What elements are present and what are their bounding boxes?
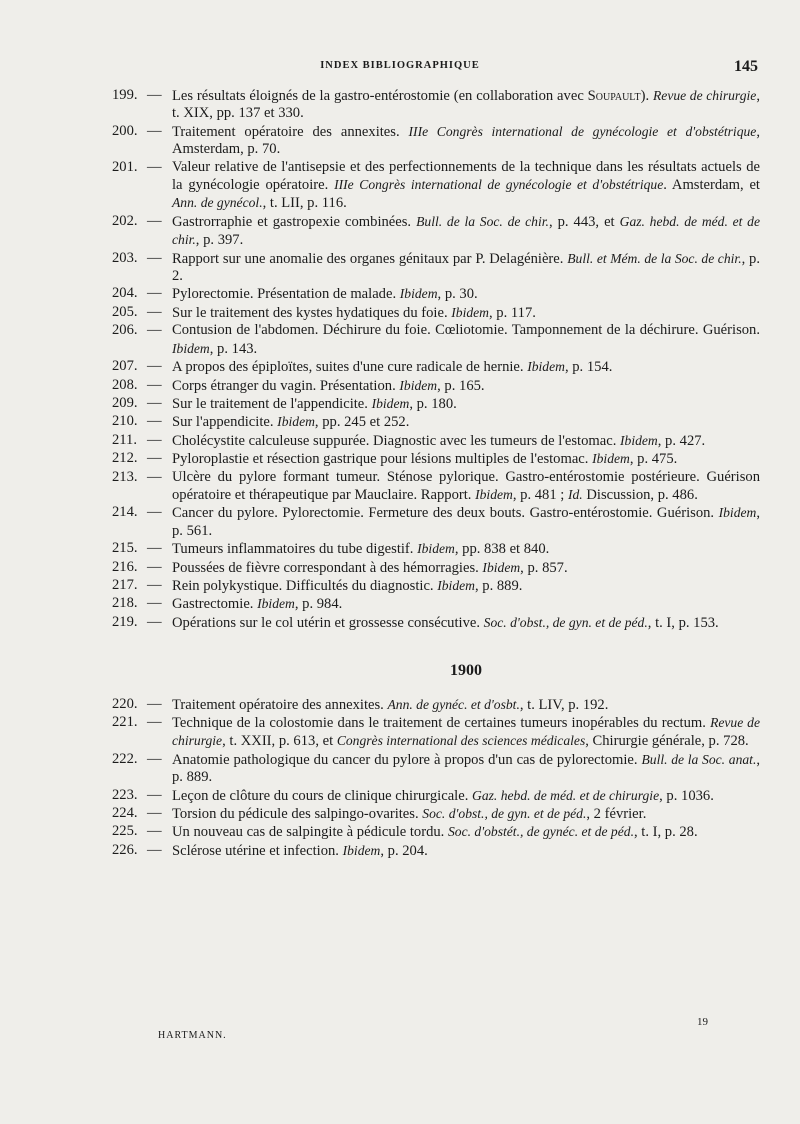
entry-source: Ibidem	[475, 486, 513, 502]
entry-segment: Sur le traitement des kystes hydatiques du foie.	[172, 304, 452, 321]
entry-segment: , p. 481 ;	[512, 486, 568, 503]
entry-source: Ibidem	[399, 286, 438, 302]
printer-signature: HARTMANN.	[158, 1030, 227, 1041]
entry-text	[172, 358, 760, 376]
entry-segment: Traitement opératoire des annexites.	[172, 696, 388, 713]
entry-segment: , pp. 838 et 840.	[454, 541, 550, 558]
bibliography-entry	[112, 285, 760, 303]
entry-number: 211.	[112, 431, 137, 448]
entry-number: 220.	[112, 695, 138, 712]
entry-number: 200.	[112, 122, 138, 139]
entry-text	[172, 395, 760, 413]
entry-text	[172, 469, 760, 505]
bibliography-entry	[112, 559, 760, 577]
entry-text	[172, 595, 760, 613]
entry-number: 223.	[112, 786, 138, 803]
entry-source: Ann. de gynécol.	[172, 195, 263, 211]
sheet-number: 19	[697, 1016, 708, 1028]
entry-segment: , p. 443, et	[548, 213, 620, 230]
entry-segment: Contusion de l'abdomen. Déchirure du foie. Cœliotomie. Tamponnement de la déchirure. Guérison.	[172, 322, 760, 339]
bibliography-entry	[112, 823, 760, 841]
entry-number: 215.	[112, 540, 138, 557]
entry-text	[172, 159, 760, 213]
entry-segment: , t. LII, p. 116.	[262, 195, 347, 212]
bibliography-entry	[112, 787, 760, 805]
entry-segment: , p. 180.	[409, 395, 457, 412]
entry-dash: —	[147, 468, 162, 485]
entry-source: Ibidem	[371, 395, 410, 411]
entry-segment: Les résultats éloignés de la gastro-entérostomie (en collaboration avec	[172, 88, 588, 104]
entry-text	[172, 322, 760, 358]
entry-source: Ibidem	[451, 304, 489, 320]
entry-number: 210.	[112, 413, 138, 430]
entry-segment: , p. 117.	[489, 304, 536, 321]
entry-source: Congrès international des sciences médicales	[336, 733, 586, 749]
entry-segment: Torsion du pédicule des salpingo-ovarites.	[172, 806, 423, 823]
entry-dash: —	[147, 558, 162, 575]
entry-source: Id.	[567, 486, 583, 502]
bibliography-entry	[112, 714, 760, 751]
entry-segment: , p. 984.	[294, 596, 343, 613]
bibliography-entry	[112, 577, 760, 595]
entry-text	[172, 823, 760, 841]
entry-text	[172, 285, 760, 303]
entry-segment: , t. LIV, p. 192.	[519, 696, 609, 713]
entry-dash: —	[147, 841, 162, 858]
entry-number: 202.	[112, 212, 138, 229]
bibliography-entry	[112, 159, 760, 213]
entry-text	[172, 213, 760, 250]
bibliography-entry	[112, 842, 760, 860]
entry-dash: —	[147, 595, 162, 612]
entry-text	[172, 377, 760, 395]
entry-number: 214.	[112, 504, 138, 521]
entry-segment: , p. 857.	[520, 559, 568, 576]
entry-dash: —	[147, 431, 162, 448]
entry-segment: Cholécystite calculeuse suppurée. Diagnostic avec les tumeurs de l'estomac.	[172, 432, 620, 449]
bibliography-entry	[112, 614, 760, 632]
entry-number: 217.	[112, 576, 138, 593]
entry-number: 218.	[112, 595, 138, 612]
entry-source: Soc. d'obst., de gyn. et de péd.	[422, 806, 587, 822]
entry-source: Ibidem	[437, 577, 475, 593]
bibliography-list-1900	[112, 696, 760, 861]
entry-segment: Poussées de fièvre correspondant à des hémorragies.	[172, 559, 483, 576]
entry-segment: Sclérose utérine et infection.	[172, 842, 343, 859]
entry-dash: —	[147, 450, 162, 467]
entry-segment: Sur le traitement de l'appendicite.	[172, 395, 372, 412]
bibliography-entry	[112, 250, 760, 286]
entry-segment: , p. 427.	[657, 432, 706, 449]
entry-dash: —	[147, 322, 162, 339]
year-heading: 1900	[450, 662, 482, 680]
entry-number: 216.	[112, 558, 138, 575]
entry-segment: Valeur relative de l'antisepsie et des perfectionnements de la technique dans les résultats actuels de la gynécologie opératoire.	[172, 158, 760, 194]
entry-segment: , Amsterdam, p. 70.	[172, 123, 760, 158]
entry-source: Gaz. hebd. de méd. et de chirurgie	[472, 787, 660, 803]
entry-dash: —	[147, 249, 162, 266]
entry-number: 212.	[112, 450, 138, 467]
entry-segment: , t. XIX, pp. 137 et 330.	[172, 88, 760, 122]
entry-source: Ann. de gynéc. et d'osbt.	[387, 696, 520, 712]
bibliography-entry	[112, 469, 760, 505]
bibliography-entry	[112, 696, 760, 714]
bibliography-entry	[112, 123, 760, 159]
entry-number: 224.	[112, 805, 138, 822]
entry-segment: Soupault	[587, 88, 641, 104]
entry-segment: Pylorectomie. Présentation de malade.	[172, 286, 400, 303]
entry-text	[172, 696, 760, 714]
bibliography-entry	[112, 322, 760, 358]
entry-text	[172, 559, 760, 577]
entry-text	[172, 842, 760, 860]
entry-text	[172, 614, 760, 632]
entry-source: Ibidem	[417, 541, 455, 557]
entry-dash: —	[147, 212, 162, 229]
entry-source: Soc. d'obstét., de gynéc. et de péd.	[447, 824, 634, 840]
entry-segment: Gastrorraphie et gastropexie combinées.	[172, 213, 417, 230]
entry-text	[172, 714, 760, 751]
entry-segment: , Chirurgie générale, p. 728.	[585, 733, 749, 750]
entry-dash: —	[147, 823, 162, 840]
entry-segment: Corps étranger du vagin. Présentation.	[172, 377, 400, 394]
bibliography-entry	[112, 213, 760, 250]
entry-source: Ibidem	[718, 505, 757, 521]
bibliography-entry	[112, 304, 760, 322]
bibliography-entry	[112, 504, 760, 540]
entry-dash: —	[147, 540, 162, 557]
entry-text	[172, 751, 760, 787]
entry-segment: , p. 154.	[564, 359, 613, 376]
entry-segment: Traitement opératoire des annexites.	[172, 123, 409, 140]
entry-text	[172, 450, 760, 468]
entry-segment: Un nouveau cas de salpingite à pédicule tordu.	[172, 824, 448, 841]
entry-segment: , t. I, p. 153.	[647, 614, 719, 631]
entry-segment: Discussion, p. 486.	[582, 486, 698, 503]
entry-segment: , pp. 245 et 252.	[314, 414, 410, 431]
page-number: 145	[734, 58, 758, 75]
entry-number: 213.	[112, 468, 138, 485]
entry-number: 205.	[112, 303, 138, 320]
entry-number: 207.	[112, 358, 138, 375]
entry-dash: —	[147, 805, 162, 822]
entry-dash: —	[147, 122, 162, 139]
entry-source: Soc. d'obst., de gyn. et de péd.	[483, 614, 648, 630]
entry-number: 225.	[112, 823, 138, 840]
entry-text	[172, 304, 760, 322]
entry-source: Bull. et Mém. de la Soc. de chir.	[567, 250, 742, 266]
entry-segment: Gastrectomie.	[172, 596, 258, 613]
entry-text	[172, 805, 760, 823]
entry-number: 219.	[112, 613, 138, 630]
bibliography-entry	[112, 450, 760, 468]
bibliography-entry	[112, 358, 760, 376]
entry-source: IIIe Congrès international de gynécologie et d'obstétrique	[408, 123, 757, 139]
entry-segment: Tumeurs inflammatoires du tube digestif.	[172, 541, 418, 558]
entry-segment: Sur l'appendicite.	[172, 414, 278, 431]
entry-source: Bull. de la Soc. de chir.	[416, 213, 549, 229]
entry-segment: Anatomie pathologique du cancer du pylore à propos d'un cas de pylorectomie.	[172, 751, 642, 768]
entry-dash: —	[147, 87, 162, 103]
entry-text	[172, 87, 760, 123]
entry-dash: —	[147, 303, 162, 320]
entry-source: Bull. de la Soc. anat.	[641, 751, 757, 767]
entry-source: Revue de chirurgie	[172, 715, 760, 749]
entry-dash: —	[147, 285, 162, 302]
bibliography-entry	[112, 751, 760, 787]
entry-text	[172, 787, 760, 805]
entry-segment: Technique de la colostomie dans le traitement de certaines tumeurs inopérables du rectum.	[172, 715, 711, 731]
entry-dash: —	[147, 695, 162, 712]
bibliography-list-1899	[112, 87, 760, 632]
entry-text	[172, 504, 760, 540]
entry-source: Ibidem	[172, 340, 210, 356]
running-title: INDEX BIBLIOGRAPHIQUE	[320, 60, 480, 71]
entry-segment: . Amsterdam, et	[663, 177, 760, 194]
entry-segment: Opérations sur le col utérin et grossesse consécutive.	[172, 614, 484, 631]
bibliography-entry	[112, 413, 760, 431]
entry-number: 209.	[112, 394, 138, 411]
entry-number: 206.	[112, 322, 138, 339]
entry-segment: Ulcère du pylore formant tumeur. Sténose pylorique. Gastro-entérostomie postérieure. Guérison opératoire et thérapeutique par Mauclaire. Rapport.	[172, 468, 760, 503]
entry-segment: , p. 889.	[474, 577, 523, 594]
entry-dash: —	[147, 376, 162, 393]
entry-dash: —	[147, 413, 162, 430]
entry-source: Revue de chirurgie	[652, 88, 757, 103]
entry-segment: Leçon de clôture du cours de clinique chirurgicale.	[172, 787, 472, 804]
entry-dash: —	[147, 613, 162, 630]
entry-segment: , 2 février.	[586, 806, 647, 823]
entry-segment: Cancer du pylore. Pylorectomie. Fermeture des deux bouts. Gastro-entérostomie. Guérison.	[172, 505, 719, 522]
entry-segment: , t. XXII, p. 613, et	[222, 733, 337, 750]
bibliography-entry	[112, 805, 760, 823]
entry-source: Ibidem	[277, 414, 315, 430]
entry-text	[172, 577, 760, 595]
entry-source: Gaz. hebd. de méd. et de chir.	[172, 213, 761, 248]
entry-source: Ibidem	[399, 377, 438, 393]
bibliography-entry	[112, 595, 760, 613]
entry-source: IIIe Congrès international de gynécologie et d'obstétrique	[334, 177, 664, 193]
entry-text	[172, 413, 760, 431]
entry-text	[172, 250, 760, 286]
entry-source: Ibidem	[620, 432, 658, 448]
entry-number: 226.	[112, 841, 138, 858]
entry-segment: , p. 204.	[380, 842, 428, 859]
bibliography-entry	[112, 432, 760, 450]
entry-segment: , p. 143.	[209, 340, 258, 357]
entry-text	[172, 540, 760, 558]
entry-number: 208.	[112, 376, 138, 393]
entry-segment: , p. 165.	[437, 377, 485, 394]
entry-source: Ibidem	[342, 842, 381, 858]
entry-dash: —	[147, 714, 162, 730]
entry-dash: —	[147, 786, 162, 803]
entry-segment: , p. 475.	[629, 451, 678, 468]
entry-dash: —	[147, 394, 162, 411]
entry-source: Ibidem	[527, 359, 565, 375]
entry-segment: , t. I, p. 28.	[633, 824, 698, 841]
entry-segment: Rein polykystique. Difficultés du diagnostic.	[172, 577, 438, 594]
entry-number: 201.	[112, 158, 138, 175]
entry-dash: —	[147, 358, 162, 375]
entry-segment: , p. 397.	[195, 232, 244, 249]
entry-segment: , p. 1036.	[659, 787, 714, 804]
entry-segment: A propos des épiploïtes, suites d'une cure radicale de hernie.	[172, 359, 528, 376]
entry-source: Ibidem	[257, 596, 295, 612]
bibliography-content	[112, 87, 760, 860]
entry-segment: Pyloroplastie et résection gastrique pour lésions multiples de l'estomac.	[172, 451, 593, 468]
entry-number: 221.	[112, 714, 138, 730]
entry-number: 199.	[112, 87, 138, 103]
entry-source: Ibidem	[592, 451, 630, 467]
entry-segment: ).	[640, 88, 653, 104]
entry-source: Ibidem	[482, 559, 521, 575]
entry-segment: , p. 561.	[172, 505, 760, 539]
entry-text	[172, 432, 760, 450]
entry-dash: —	[147, 158, 162, 175]
entry-segment: Rapport sur une anomalie des organes génitaux par P. Delagénière.	[172, 250, 568, 267]
entry-segment: , p. 2.	[172, 250, 760, 285]
entry-number: 222.	[112, 750, 138, 767]
entry-number: 203.	[112, 249, 138, 266]
running-head	[0, 58, 800, 78]
entry-text	[172, 123, 760, 159]
entry-segment: , p. 889.	[172, 751, 760, 786]
entry-number: 204.	[112, 285, 138, 302]
entry-dash: —	[147, 504, 162, 521]
entry-dash: —	[147, 750, 162, 767]
bibliography-entry	[112, 377, 760, 395]
entry-segment: , p. 30.	[437, 286, 478, 303]
bibliography-entry	[112, 87, 760, 123]
bibliography-entry	[112, 395, 760, 413]
bibliography-entry	[112, 540, 760, 558]
entry-dash: —	[147, 576, 162, 593]
